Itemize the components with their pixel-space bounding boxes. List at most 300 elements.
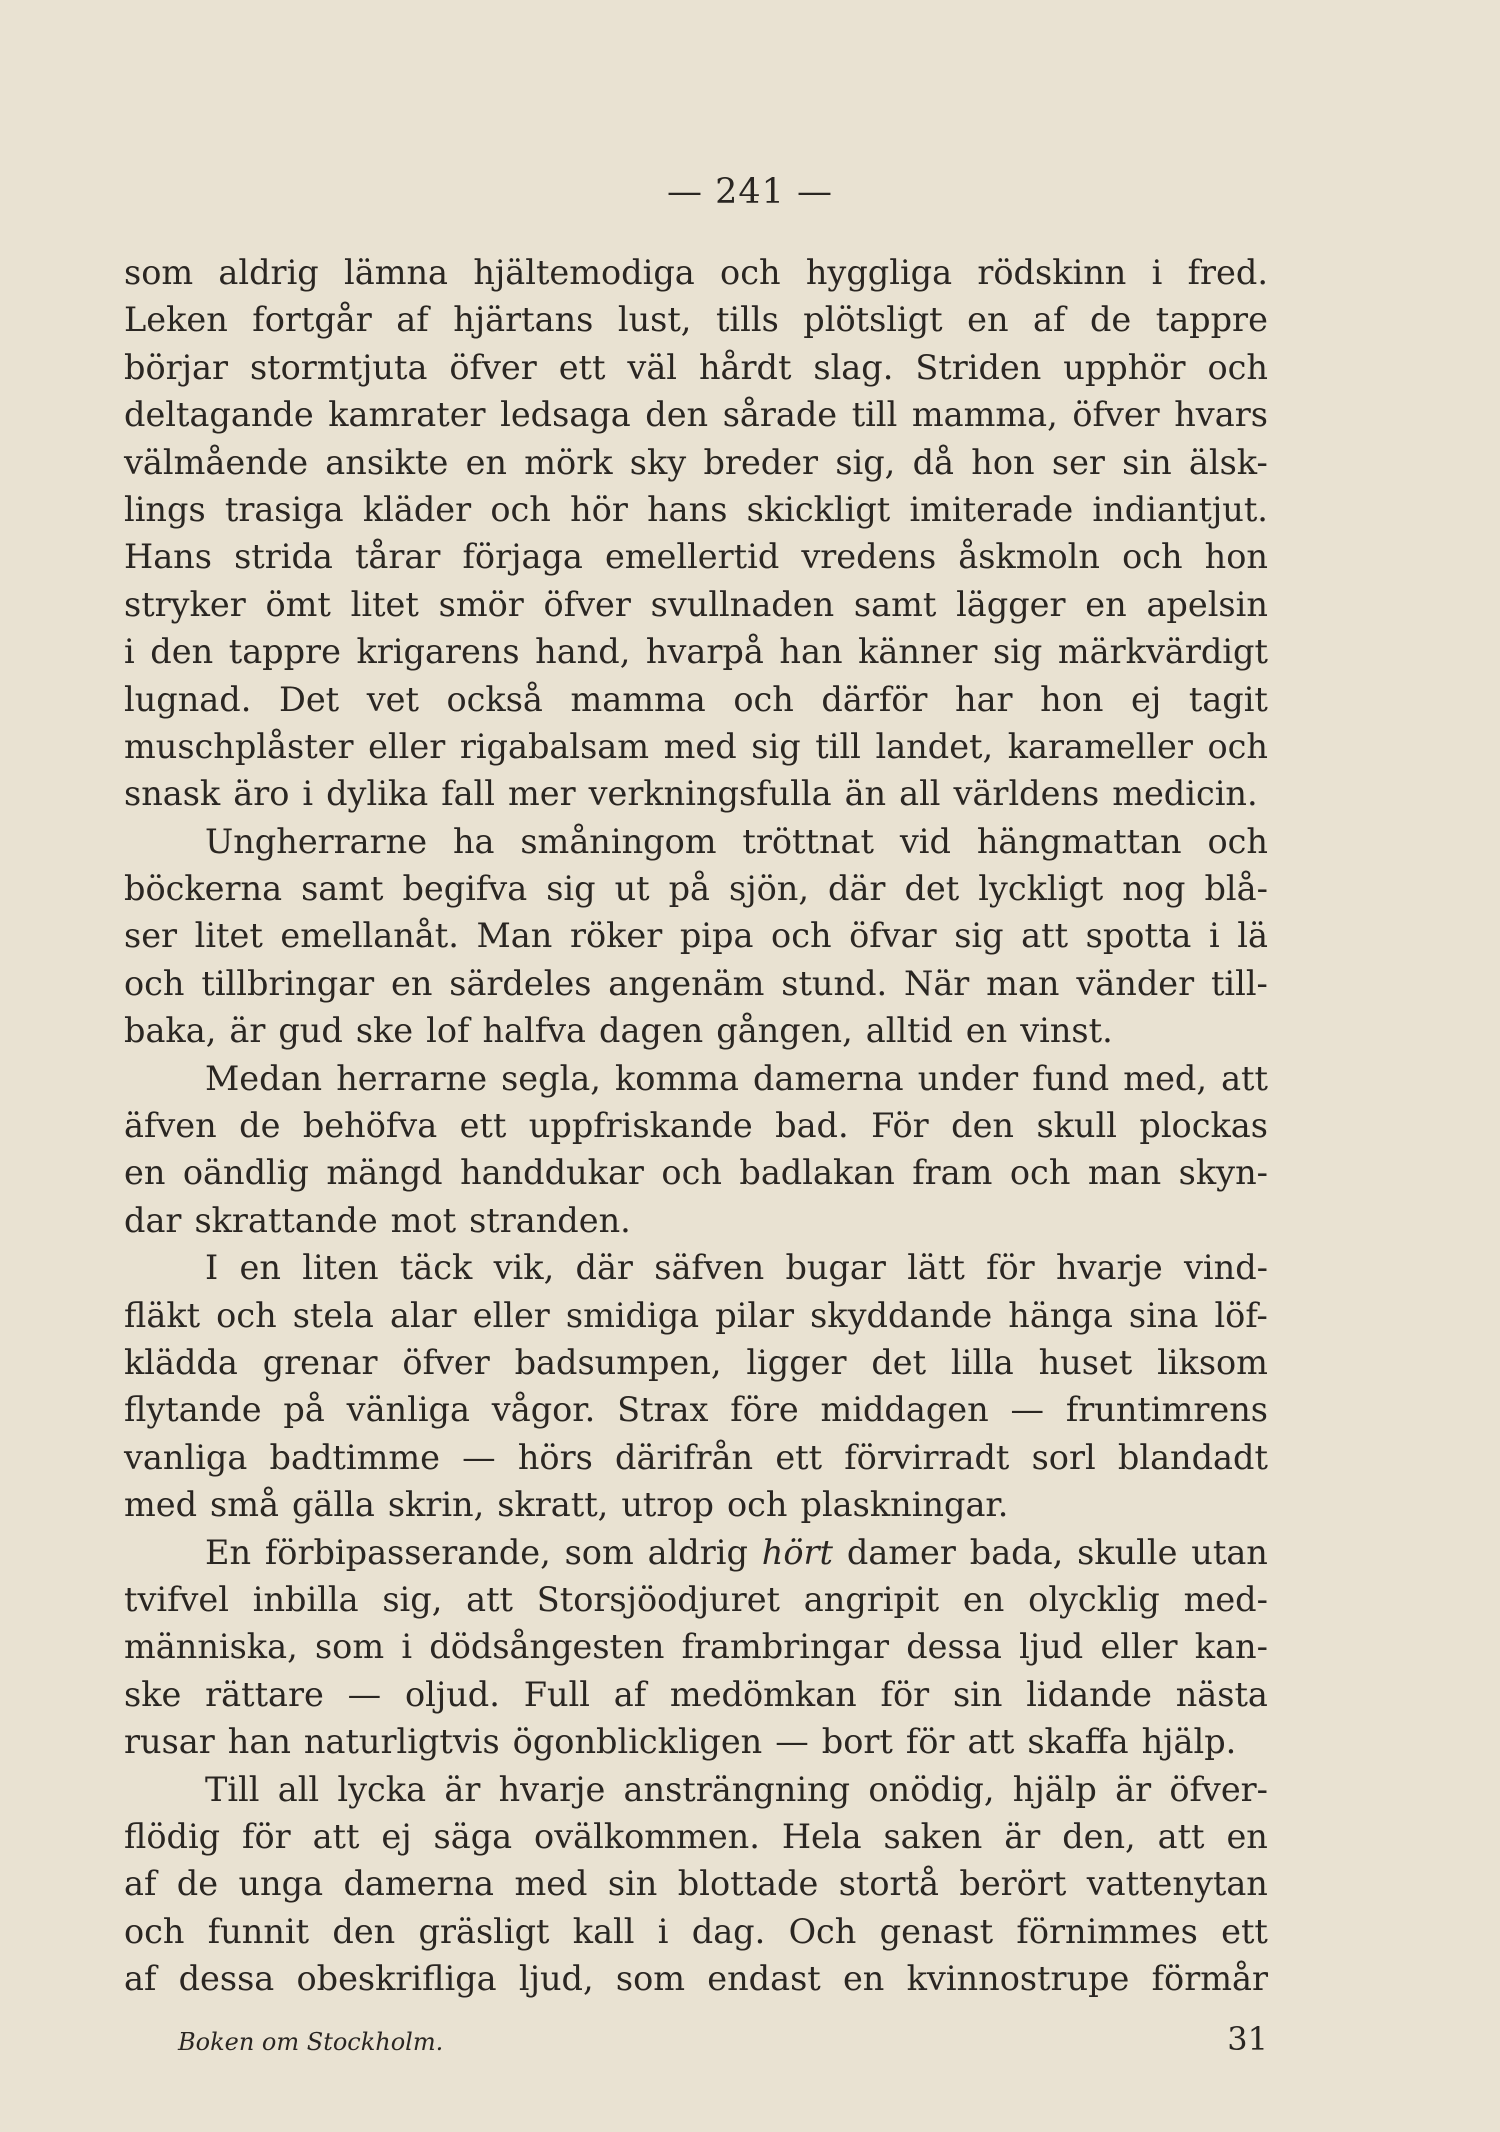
word: före bbox=[730, 1390, 799, 1430]
word: blandadt bbox=[1117, 1437, 1268, 1477]
word: Det bbox=[278, 679, 340, 719]
word: blå- bbox=[1204, 869, 1268, 909]
word: kvinnostrupe bbox=[906, 1959, 1130, 1999]
word: ett bbox=[1221, 1911, 1268, 1951]
word: grenar bbox=[262, 1342, 378, 1382]
word: förvirradt bbox=[844, 1437, 1010, 1477]
word: kläder bbox=[362, 489, 472, 529]
word: hon bbox=[971, 442, 1035, 482]
word: skulle bbox=[1077, 1532, 1178, 1572]
word: vik, bbox=[493, 1248, 555, 1288]
word: handdukar bbox=[460, 1153, 644, 1193]
text-line bbox=[124, 770, 1268, 817]
word: på bbox=[283, 1390, 325, 1430]
word: lyckligt bbox=[978, 869, 1104, 909]
text-line bbox=[124, 960, 1268, 1007]
word: lä bbox=[1237, 916, 1268, 956]
word: imiterade bbox=[909, 489, 1074, 529]
word: stela bbox=[292, 1295, 374, 1335]
word: har bbox=[955, 679, 1013, 719]
word: alltid bbox=[865, 1011, 953, 1051]
word: hans bbox=[647, 489, 728, 529]
word: Medan bbox=[205, 1058, 323, 1098]
word: vanliga bbox=[124, 1437, 248, 1477]
word: eller bbox=[368, 726, 446, 766]
word: små bbox=[210, 1485, 279, 1525]
word: och bbox=[727, 1485, 788, 1525]
text-line bbox=[124, 912, 1268, 959]
word: sky bbox=[629, 442, 687, 482]
word: utrop bbox=[621, 1485, 714, 1525]
word: den bbox=[332, 1911, 396, 1951]
word: begifva bbox=[402, 869, 528, 909]
text-line bbox=[124, 1386, 1268, 1433]
text-line bbox=[124, 1244, 1268, 1291]
word: som bbox=[314, 1627, 385, 1667]
word: den bbox=[645, 395, 709, 435]
word: dessa bbox=[906, 1627, 1002, 1667]
word: väl bbox=[627, 347, 678, 387]
word: älsk- bbox=[1188, 442, 1268, 482]
word: och bbox=[771, 916, 832, 956]
word: människa, bbox=[124, 1627, 298, 1667]
word: lycka bbox=[337, 1769, 427, 1809]
word: Striden bbox=[915, 347, 1042, 387]
page-footer bbox=[178, 2020, 1268, 2058]
word: med bbox=[514, 1864, 588, 1904]
word: han bbox=[779, 632, 843, 672]
text-line bbox=[124, 1481, 1268, 1528]
word: och bbox=[1207, 347, 1268, 387]
word: nästa bbox=[1175, 1674, 1268, 1714]
footer-book-title: Boken om Stockholm. bbox=[178, 2028, 444, 2056]
word: bugar bbox=[785, 1248, 886, 1288]
word: löf- bbox=[1214, 1295, 1268, 1335]
word: emellanåt. bbox=[280, 916, 459, 956]
text-line bbox=[124, 1766, 1268, 1813]
word: äro bbox=[233, 774, 290, 814]
word: af bbox=[613, 1674, 647, 1714]
word: småningom bbox=[520, 821, 717, 861]
word: förbipasserande, bbox=[264, 1532, 551, 1572]
word: att bbox=[466, 1579, 514, 1619]
word: den bbox=[150, 632, 214, 672]
word: skyddande bbox=[810, 1295, 993, 1335]
text-line bbox=[124, 1055, 1268, 1102]
word: genast bbox=[879, 1911, 994, 1951]
word: vänliga bbox=[346, 1390, 470, 1430]
word: mängd bbox=[326, 1153, 443, 1193]
word: de bbox=[1089, 300, 1132, 340]
word: sjön, bbox=[729, 869, 810, 909]
word: och bbox=[1207, 726, 1268, 766]
word: börjar bbox=[124, 347, 229, 387]
word: middagen bbox=[820, 1390, 989, 1430]
word: sin bbox=[952, 1674, 1003, 1714]
word: behöfva bbox=[302, 1106, 438, 1146]
word: klädda bbox=[124, 1342, 238, 1382]
word: till- bbox=[1210, 963, 1268, 1003]
word: äfven bbox=[124, 1106, 217, 1146]
word: öfver- bbox=[1169, 1769, 1268, 1809]
word: ske bbox=[355, 1011, 414, 1051]
word: en bbox=[1226, 1816, 1268, 1856]
word: lägger bbox=[956, 584, 1066, 624]
text-line bbox=[124, 818, 1268, 865]
word: skull bbox=[1036, 1106, 1117, 1146]
word: de bbox=[176, 1864, 219, 1904]
word: man bbox=[986, 963, 1060, 1003]
word: sårade bbox=[722, 395, 838, 435]
word: unga bbox=[238, 1864, 324, 1904]
word: obeskrifliga bbox=[296, 1959, 497, 1999]
word: utan bbox=[1191, 1532, 1268, 1572]
word: Och bbox=[788, 1911, 857, 1951]
word: och bbox=[1122, 537, 1183, 577]
word: plaskningar. bbox=[800, 1485, 1009, 1525]
text-line bbox=[124, 1149, 1268, 1196]
text-line bbox=[124, 581, 1268, 628]
word: därifrån bbox=[615, 1437, 754, 1477]
text-line bbox=[124, 676, 1268, 723]
word: är bbox=[229, 1011, 266, 1051]
word: där bbox=[575, 1248, 633, 1288]
word: stormtjuta bbox=[249, 347, 428, 387]
word: också bbox=[446, 679, 543, 719]
word: en bbox=[965, 1011, 1008, 1051]
word: ett bbox=[459, 1106, 507, 1146]
word: sin bbox=[607, 1864, 658, 1904]
word: deltagande bbox=[124, 395, 314, 435]
word: och bbox=[124, 1911, 185, 1951]
word: af bbox=[1033, 300, 1066, 340]
word: säfven bbox=[654, 1248, 765, 1288]
word: segla, bbox=[501, 1058, 601, 1098]
word: halfva bbox=[482, 1011, 586, 1051]
word: vattenytan bbox=[1086, 1864, 1268, 1904]
word: ligger bbox=[746, 1342, 847, 1382]
word: och bbox=[1207, 821, 1268, 861]
word: ut bbox=[614, 869, 650, 909]
word: dagen bbox=[599, 1011, 704, 1051]
word: sig, bbox=[835, 442, 896, 482]
word: ansträngning bbox=[623, 1769, 851, 1809]
word: kan- bbox=[1194, 1627, 1268, 1667]
word: hjälp bbox=[1012, 1769, 1097, 1809]
word: all bbox=[277, 1769, 320, 1809]
word: berört bbox=[959, 1864, 1067, 1904]
word: stranden. bbox=[469, 1200, 631, 1240]
word: hängmattan bbox=[976, 821, 1182, 861]
word: dödsångesten bbox=[429, 1627, 665, 1667]
word: därför bbox=[821, 679, 928, 719]
word: baka, bbox=[124, 1011, 217, 1051]
word: fall bbox=[441, 774, 495, 814]
word: Full bbox=[523, 1674, 590, 1714]
word: badsumpen, bbox=[514, 1342, 722, 1382]
word: är bbox=[1115, 1769, 1152, 1809]
word: som bbox=[124, 253, 194, 292]
word: och bbox=[733, 679, 794, 719]
word: till bbox=[851, 395, 898, 435]
word: bad. bbox=[775, 1106, 849, 1146]
word: funnit bbox=[207, 1911, 310, 1951]
word: och bbox=[720, 253, 781, 292]
word: tappre bbox=[1155, 300, 1268, 340]
word: i bbox=[1151, 253, 1163, 292]
word: rödskinn bbox=[977, 253, 1127, 292]
word: samt bbox=[301, 869, 384, 909]
word: i bbox=[657, 1911, 669, 1951]
word: vänder bbox=[1076, 963, 1195, 1003]
word: oändlig bbox=[182, 1153, 309, 1193]
word: krigarens bbox=[356, 632, 520, 672]
word: naturligtvis bbox=[303, 1722, 500, 1762]
word: vinst. bbox=[1020, 1011, 1113, 1051]
word: ett bbox=[775, 1437, 823, 1477]
word: tillbringar bbox=[201, 963, 375, 1003]
word: sig, bbox=[382, 1579, 443, 1619]
word: angenäm bbox=[608, 963, 765, 1003]
word: för bbox=[242, 1816, 291, 1856]
word: För bbox=[871, 1106, 929, 1146]
text-line bbox=[124, 1955, 1268, 2002]
word: eller bbox=[1100, 1627, 1178, 1667]
word: öfver bbox=[449, 347, 537, 387]
word: fortgår bbox=[252, 300, 372, 340]
word: ömt bbox=[265, 584, 331, 624]
word: hon bbox=[1204, 537, 1268, 577]
word: sina bbox=[1128, 1295, 1199, 1335]
word: fläkt bbox=[124, 1295, 201, 1335]
text-line bbox=[124, 344, 1268, 391]
word: breder bbox=[703, 442, 819, 482]
word: säga bbox=[433, 1816, 513, 1856]
word: damer bbox=[846, 1532, 956, 1572]
word: hon bbox=[1040, 679, 1104, 719]
body-text bbox=[124, 249, 1268, 2002]
word: ej bbox=[381, 1816, 412, 1856]
word: emellertid bbox=[604, 537, 780, 577]
word: indiantjut. bbox=[1092, 489, 1268, 529]
word: ha bbox=[452, 821, 495, 861]
word: en bbox=[962, 1579, 1005, 1619]
word: mamma bbox=[570, 679, 706, 719]
word: sig bbox=[992, 632, 1043, 672]
word: ser bbox=[124, 916, 178, 956]
text-line bbox=[124, 723, 1268, 770]
word: lilla bbox=[950, 1342, 1014, 1382]
word: snask bbox=[124, 774, 221, 814]
word: flytande bbox=[124, 1390, 262, 1430]
word: gud bbox=[278, 1011, 343, 1051]
page-number: — 241 — bbox=[666, 172, 834, 212]
word: hårdt bbox=[698, 347, 792, 387]
word: plötsligt bbox=[803, 300, 943, 340]
word: i bbox=[401, 1627, 413, 1667]
word: en bbox=[465, 442, 508, 482]
word: ske bbox=[124, 1674, 182, 1714]
word: lämna bbox=[344, 253, 449, 292]
word: vind- bbox=[1184, 1248, 1268, 1288]
word: trasiga bbox=[224, 489, 344, 529]
text-line bbox=[124, 249, 1268, 296]
word: upphör bbox=[1063, 347, 1186, 387]
word: under bbox=[917, 1058, 1019, 1098]
word: damerna bbox=[343, 1864, 495, 1904]
word: hört bbox=[761, 1532, 834, 1572]
word: medömkan bbox=[669, 1674, 857, 1714]
word: sig bbox=[546, 869, 596, 909]
word: mörk bbox=[524, 442, 613, 482]
word: den, bbox=[1062, 1816, 1136, 1856]
word: förjaga bbox=[462, 537, 583, 577]
word: med- bbox=[1183, 1579, 1268, 1619]
word: en bbox=[967, 300, 1009, 340]
word: all bbox=[899, 774, 941, 814]
word: Storsjöodjuret bbox=[536, 1579, 781, 1619]
word: sin bbox=[1122, 442, 1172, 482]
word: liten bbox=[302, 1248, 379, 1288]
word: ett bbox=[558, 347, 606, 387]
word: Man bbox=[476, 916, 553, 956]
word: hörs bbox=[517, 1437, 593, 1477]
word: världens bbox=[953, 774, 1100, 814]
word: stund. bbox=[781, 963, 888, 1003]
word: huset bbox=[1038, 1342, 1133, 1382]
word: i bbox=[1208, 916, 1220, 956]
word: angripit bbox=[803, 1579, 940, 1619]
word: och bbox=[216, 1295, 277, 1335]
word: och bbox=[1009, 1153, 1071, 1193]
text-line bbox=[124, 1813, 1268, 1860]
word: gräsligt bbox=[418, 1911, 550, 1951]
word: liksom bbox=[1157, 1342, 1268, 1382]
text-line bbox=[124, 865, 1268, 912]
word: röker bbox=[569, 916, 663, 956]
word: på bbox=[668, 869, 711, 909]
word: hör bbox=[570, 489, 628, 529]
word: gälla bbox=[291, 1485, 375, 1525]
word: landet, bbox=[875, 726, 994, 766]
word: öfvar bbox=[849, 916, 937, 956]
text-line bbox=[124, 1529, 1268, 1576]
word: i bbox=[302, 774, 314, 814]
word: muschplåster bbox=[124, 726, 354, 766]
word: oljud. bbox=[404, 1674, 500, 1714]
word: lidande bbox=[1026, 1674, 1152, 1714]
word: endast bbox=[707, 1959, 821, 1999]
word: en bbox=[391, 963, 433, 1003]
word: svullnaden bbox=[650, 584, 835, 624]
text-line bbox=[124, 1908, 1268, 1955]
word: hjärtans bbox=[453, 300, 594, 340]
word: och bbox=[124, 963, 185, 1003]
word: dag. bbox=[691, 1911, 766, 1951]
word: stortå bbox=[838, 1864, 939, 1904]
word: förnimmes bbox=[1016, 1911, 1198, 1951]
word: åskmoln bbox=[958, 537, 1100, 577]
word: herrarne bbox=[336, 1058, 488, 1098]
word: hvars bbox=[1174, 395, 1268, 435]
text-line bbox=[124, 1007, 1268, 1054]
word: att bbox=[1021, 916, 1069, 956]
word: strida bbox=[234, 537, 333, 577]
word: sig bbox=[954, 916, 1004, 956]
word: dessa bbox=[178, 1959, 275, 1999]
word: en bbox=[1085, 584, 1127, 624]
word: pipa bbox=[679, 916, 754, 956]
word: alar bbox=[389, 1295, 457, 1335]
text-line bbox=[124, 1434, 1268, 1481]
word: nog bbox=[1122, 869, 1186, 909]
word: ser bbox=[1051, 442, 1105, 482]
word: då bbox=[912, 442, 955, 482]
word: och bbox=[661, 1153, 722, 1193]
word: vid bbox=[899, 821, 951, 861]
word: ljud bbox=[1019, 1627, 1084, 1667]
word: fund bbox=[1032, 1058, 1110, 1098]
word: hyggliga bbox=[805, 253, 953, 292]
word: inbilla bbox=[252, 1579, 359, 1619]
word: välmående bbox=[124, 442, 309, 482]
word: — bbox=[775, 1722, 809, 1762]
word: lof bbox=[426, 1011, 470, 1051]
word: ljud, bbox=[518, 1959, 594, 1999]
word: — bbox=[347, 1674, 382, 1714]
text-line bbox=[124, 1623, 1268, 1670]
word: onödig, bbox=[868, 1769, 995, 1809]
text-line bbox=[124, 486, 1268, 533]
word: slag. bbox=[813, 347, 894, 387]
word: Till bbox=[205, 1769, 260, 1809]
text-line bbox=[124, 1576, 1268, 1623]
word: dar bbox=[124, 1200, 182, 1240]
word: damerna bbox=[753, 1058, 904, 1098]
word: vågor. bbox=[491, 1390, 596, 1430]
word: komma bbox=[614, 1058, 739, 1098]
word: — bbox=[462, 1437, 496, 1477]
word: öfver bbox=[1072, 395, 1160, 435]
word: med bbox=[124, 1485, 198, 1525]
word: frambringar bbox=[681, 1627, 889, 1667]
word: hvarpå bbox=[645, 632, 764, 672]
word: kall bbox=[572, 1911, 635, 1951]
word: sig bbox=[751, 726, 801, 766]
text-line bbox=[124, 628, 1268, 675]
word: En bbox=[205, 1532, 252, 1572]
word: litet bbox=[350, 584, 419, 624]
word: täck bbox=[399, 1248, 473, 1288]
word: stryker bbox=[124, 584, 246, 624]
text-line bbox=[124, 533, 1268, 580]
word: särdeles bbox=[449, 963, 592, 1003]
word: ledsaga bbox=[500, 395, 631, 435]
word: apelsin bbox=[1146, 584, 1268, 624]
word: gången, bbox=[716, 1011, 853, 1051]
word: ögonblickligen bbox=[512, 1722, 763, 1762]
word: rättare bbox=[205, 1674, 324, 1714]
word: känner bbox=[858, 632, 978, 672]
word: hjältemodiga bbox=[473, 253, 695, 292]
word: sorl bbox=[1031, 1437, 1096, 1477]
word: en bbox=[842, 1959, 885, 1999]
word: fram bbox=[912, 1153, 993, 1193]
word: är bbox=[444, 1769, 481, 1809]
word: aldrig bbox=[647, 1532, 748, 1572]
word: blottade bbox=[677, 1864, 819, 1904]
word: fred. bbox=[1187, 253, 1268, 292]
